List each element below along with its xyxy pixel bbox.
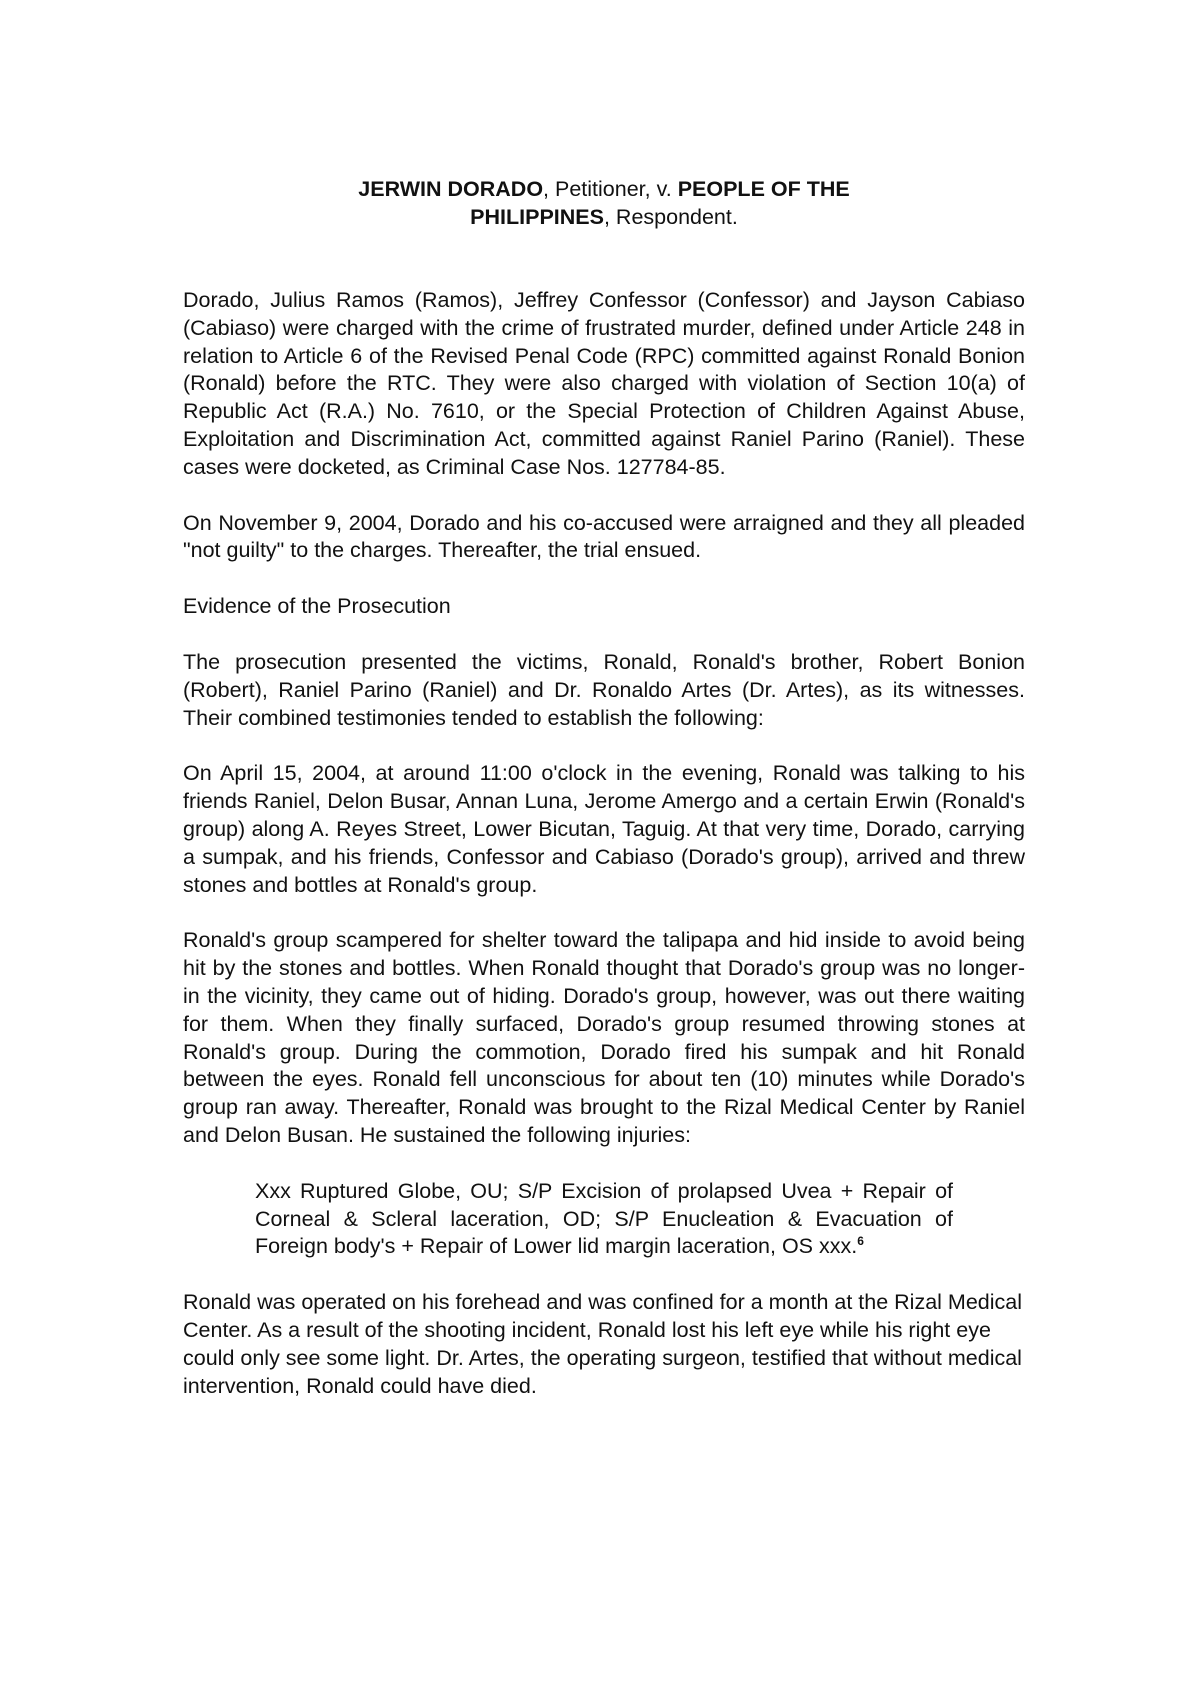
section-heading-evidence: Evidence of the Prosecution bbox=[183, 594, 451, 619]
case-caption bbox=[183, 175, 1025, 231]
petitioner-role: , Petitioner, v. bbox=[543, 177, 678, 201]
paragraph-shooting: Ronald's group scampered for shelter toward the talipapa and hid inside to avoid being hit by the stones and bottles. When Ronald thought that Dorado's group was no longer-in the vicinity, they came out of hiding. Dorado's group, however, was out there waiting for them. When they finally surfaced, Dorado's group resumed throwing stones at Ronald's group. During the commotion, Dorado fired his sumpak and hit Ronald between the eyes. Ronald fell unconscious for about ten (10) minutes while Dorado's group ran away. Thereafter, Ronald was brought to the Rizal Medical Center by Raniel and Delon Busan. He sustained the following injuries: bbox=[183, 928, 1025, 1147]
respondent-name-line1: PEOPLE OF THE bbox=[677, 177, 850, 201]
paragraph-witnesses: The prosecution presented the victims, Ronald, Ronald's brother, Robert Bonion (Robert), Raniel Parino (Raniel) and Dr. Ronaldo Artes (Dr. Artes), as its witnesses. Their combined testimonies tended to establish the following: bbox=[183, 649, 1025, 730]
respondent-role: , Respondent. bbox=[603, 205, 738, 229]
paragraph-incident: On April 15, 2004, at around 11:00 o'clock in the evening, Ronald was talking to his friends Raniel, Delon Busar, Annan Luna, Jerome Amergo and a certain Erwin (Ronald's group) along A. Reyes Street, Lower Bicutan, Taguig. At that very time, Dorado, carrying a sumpak, and his friends, Confessor and Cabiaso (Dorado's group), arrived and threw stones and bottles at Ronald's group. bbox=[183, 761, 1025, 897]
injuries-text: Xxx Ruptured Globe, OU; S/P Excision of prolapsed Uvea + Repair of Corneal & Scleral laceration, OD; S/P Enucleation & Evacuation of Foreign body's + Repair of Lower lid margin laceration, OS xxx. bbox=[255, 1178, 953, 1259]
document-body bbox=[183, 287, 1025, 1428]
block-quote-injuries bbox=[255, 1178, 953, 1261]
paragraph-arraignment: On November 9, 2004, Dorado and his co-accused were arraigned and they all pleaded "not guilty" to the charges. Thereafter, the trial ensued. bbox=[183, 510, 1025, 563]
paragraph-charges: Dorado, Julius Ramos (Ramos), Jeffrey Confessor (Confessor) and Jayson Cabiaso (Cabiaso) were charged with the crime of frustrated murder, defined under Article 248 in relation to Article 6 of the Revised Penal Code (RPC) committed against Ronald Bonion (Ronald) before the RTC. They were also charged with violation of Section 10(a) of Republic Act (R.A.) No. 7610, or the Special Protection of Children Against Abuse, Exploitation and Discrimination Act, committed against Raniel Parino (Raniel). These cases were docketed, as Criminal Case Nos. 127784-85. bbox=[183, 288, 1025, 479]
footnote-marker[interactable]: 6 bbox=[857, 1234, 864, 1249]
respondent-name-line2: PHILIPPINES bbox=[470, 205, 604, 229]
paragraph-outcome: Ronald was operated on his forehead and was confined for a month at the Rizal Medical Center. As a result of the shooting incident, Ronald lost his left eye while his right eye could only see some light. Dr. Artes, the operating surgeon, testified that without medical intervention, Ronald could have died. bbox=[183, 1290, 1023, 1398]
petitioner-name: JERWIN DORADO bbox=[358, 177, 544, 201]
